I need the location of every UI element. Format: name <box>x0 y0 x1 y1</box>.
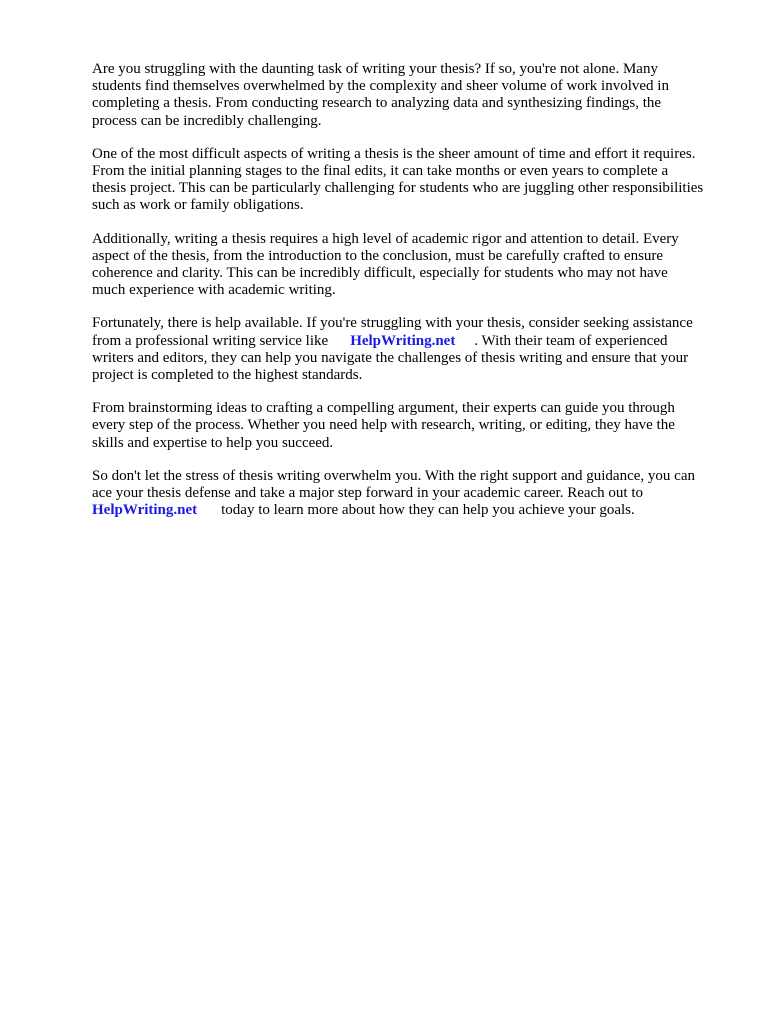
text-line: Are you struggling with the daunting task of writing your thesis? If so, you're not alone. Many <box>92 61 658 77</box>
paragraph-closing <box>92 468 728 520</box>
text-line: coherence and clarity. This can be incredibly difficult, especially for students who may not have <box>92 265 668 282</box>
text-line: students find themselves overwhelmed by the complexity and sheer volume of work involved in <box>92 78 669 95</box>
text-line: Additionally, writing a thesis requires a high level of academic rigor and attention to detail. Every <box>92 230 679 247</box>
text-line <box>92 502 728 519</box>
paragraph-help <box>92 315 728 384</box>
helpwriting-link[interactable]: HelpWriting.net <box>92 502 198 519</box>
text-line: Fortunately, there is help available. If you're struggling with your thesis, consider seeking assistance <box>92 315 693 332</box>
text-line: process can be incredibly challenging. <box>92 112 322 129</box>
document-body <box>92 61 728 535</box>
text-segment: today to learn more about how they can help you achieve your goals. <box>221 502 635 519</box>
text-line: From brainstorming ideas to crafting a compelling argument, their experts can guide you through <box>92 400 675 417</box>
text-line: project is completed to the highest standards. <box>92 367 363 384</box>
paragraph-difficulty <box>92 146 728 215</box>
text-line <box>92 333 728 350</box>
text-line: much experience with academic writing. <box>92 282 336 299</box>
text-line: every step of the process. Whether you need help with research, writing, or editing, they have the <box>92 417 675 434</box>
text-line: completing a thesis. From conducting research to analyzing data and synthesizing findings, the <box>92 95 662 112</box>
paragraph-rigor <box>92 231 728 300</box>
text-line: ace your thesis defense and take a major step forward in your academic career. Reach out to <box>92 485 644 502</box>
paragraph-intro <box>92 61 728 130</box>
text-line: skills and expertise to help you succeed. <box>92 434 334 451</box>
paragraph-experts <box>92 400 728 452</box>
text-segment: . With their team of experienced <box>474 332 668 349</box>
text-line: So don't let the stress of thesis writing overwhelm you. With the right support and guidance, you can <box>92 467 695 484</box>
text-line: From the initial planning stages to the final edits, it can take months or even years to complete a <box>92 163 669 180</box>
text-line: writers and editors, they can help you navigate the challenges of thesis writing and ensure that your <box>92 349 689 366</box>
text-line: One of the most difficult aspects of writing a thesis is the sheer amount of time and effort it requires. <box>92 145 696 162</box>
text-line: aspect of the thesis, from the introduction to the conclusion, must be carefully crafted to ensure <box>92 247 664 264</box>
text-line: such as work or family obligations. <box>92 197 304 214</box>
text-line: thesis project. This can be particularly challenging for students who are juggling other responsibilities <box>92 180 704 197</box>
helpwriting-link[interactable]: HelpWriting.net <box>350 332 456 349</box>
text-segment: from a professional writing service like <box>92 332 329 349</box>
